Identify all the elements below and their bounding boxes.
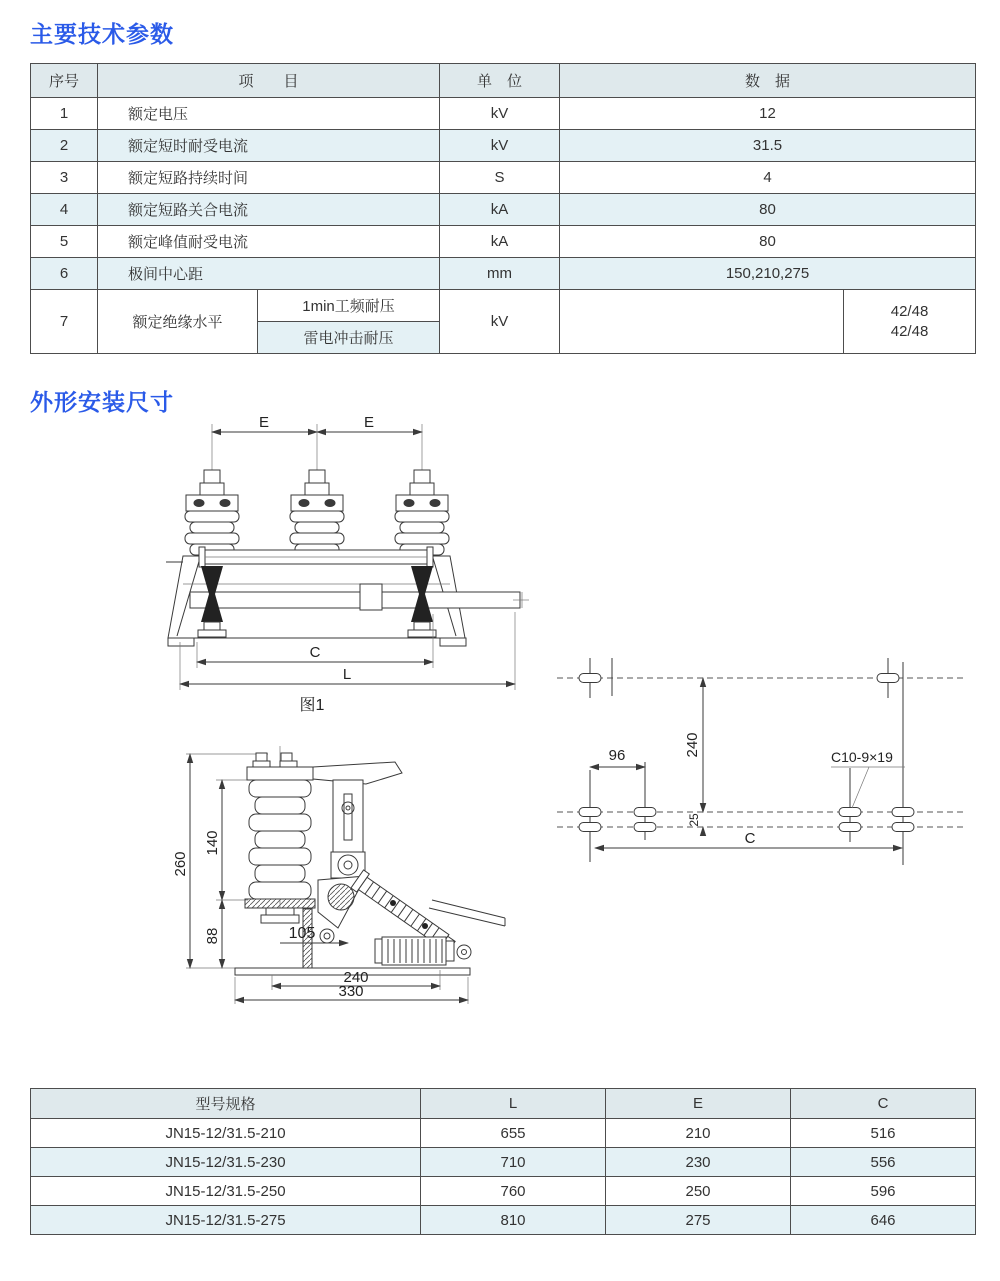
dim-label-240: 240 [684, 732, 701, 758]
model-cell: JN15-12/31.5-250 [31, 1177, 421, 1206]
l-cell: 760 [421, 1177, 606, 1206]
row-number-cell: 3 [31, 162, 98, 194]
model-cell: JN15-12/31.5-210 [31, 1119, 421, 1148]
dim-label-e: E [258, 414, 270, 431]
figure1-caption: 图1 [299, 697, 325, 714]
header-unit: 单 位 [440, 64, 560, 98]
params-table [30, 63, 976, 354]
unit-cell: kV [440, 130, 560, 162]
l-cell: 655 [421, 1119, 606, 1148]
unit-cell: kV [440, 290, 560, 354]
section-title-parameters: 主要技术参数 [30, 21, 174, 47]
data-cell: 80 [560, 226, 976, 258]
table-header-row [31, 64, 976, 98]
drive-arm [331, 780, 365, 878]
dim-label-140: 140 [204, 830, 221, 856]
dim-label-240: 240 [343, 969, 369, 986]
c-cell: 646 [791, 1206, 976, 1235]
item-cell: 极间中心距 [98, 258, 440, 290]
insulator-pole [290, 470, 344, 555]
header-no: 序号 [31, 64, 98, 98]
c-cell: 596 [791, 1177, 976, 1206]
c-cell: 556 [791, 1148, 976, 1177]
table-row [31, 98, 976, 130]
dim-label-96: 96 [608, 747, 626, 764]
e-cell: 210 [606, 1119, 791, 1148]
data-cell: 150,210,275 [560, 258, 976, 290]
table-header-row [31, 1089, 976, 1119]
l-cell: 710 [421, 1148, 606, 1177]
unit-cell: S [440, 162, 560, 194]
dim-label-105: 105 [288, 925, 316, 942]
row-number-cell: 2 [31, 130, 98, 162]
row-number-cell: 4 [31, 194, 98, 226]
table-row [31, 1148, 976, 1177]
data-cell [844, 290, 976, 354]
unit-cell: kV [440, 98, 560, 130]
c-cell: 516 [791, 1119, 976, 1148]
dim-label-l: L [342, 666, 352, 683]
row-number-cell: 5 [31, 226, 98, 258]
table-row [31, 290, 976, 322]
header-model: 型号规格 [31, 1089, 421, 1119]
header-data: 数 据 [560, 64, 976, 98]
dim-label-c: C [309, 644, 321, 661]
table-row [31, 258, 976, 290]
item-cell: 额定绝缘水平 [98, 290, 258, 354]
section-title-dimensions: 外形安装尺寸 [30, 389, 174, 415]
figure1-front-view-drawing [110, 416, 570, 716]
value-line: 42/48 [890, 302, 929, 320]
table-row [31, 1119, 976, 1148]
table-row [31, 226, 976, 258]
row-number-cell: 1 [31, 98, 98, 130]
e-cell: 275 [606, 1206, 791, 1235]
header-item: 项 目 [98, 64, 440, 98]
row-number-cell: 6 [31, 258, 98, 290]
unit-cell: kA [440, 226, 560, 258]
row-number-cell: 7 [31, 290, 98, 354]
item-cell: 额定电压 [98, 98, 440, 130]
unit-cell: kA [440, 194, 560, 226]
table-row [31, 1177, 976, 1206]
item-cell: 额定短路持续时间 [98, 162, 440, 194]
insulator-pole [185, 470, 239, 555]
header-e: E [606, 1089, 791, 1119]
l-cell: 810 [421, 1206, 606, 1235]
mounting-plan-drawing [555, 650, 975, 890]
upper-tube [199, 547, 433, 567]
data-blank-cell [560, 290, 844, 354]
dim-label-c: C [744, 830, 756, 847]
model-cell: JN15-12/31.5-230 [31, 1148, 421, 1177]
table-row [31, 130, 976, 162]
item-cell: 额定短时耐受电流 [98, 130, 440, 162]
sub-item-cell: 1min工频耐压 [258, 290, 440, 322]
model-cell: JN15-12/31.5-275 [31, 1206, 421, 1235]
models-table [30, 1088, 976, 1235]
table-row [31, 194, 976, 226]
header-c: C [791, 1089, 976, 1119]
insulator-pole [395, 470, 449, 555]
value-line: 42/48 [890, 322, 929, 340]
table-row [31, 162, 976, 194]
table-row [31, 1206, 976, 1235]
data-cell: 4 [560, 162, 976, 194]
data-cell: 12 [560, 98, 976, 130]
item-cell: 额定短路关合电流 [98, 194, 440, 226]
dim-label-e: E [363, 414, 375, 431]
data-cell: 31.5 [560, 130, 976, 162]
e-cell: 230 [606, 1148, 791, 1177]
insulator-side [245, 746, 315, 923]
hole-spec-label: C10-9×19 [831, 749, 893, 765]
dim-label-330: 330 [338, 983, 364, 1000]
sub-item-cell: 雷电冲击耐压 [258, 322, 440, 354]
unit-cell: mm [440, 258, 560, 290]
data-cell: 80 [560, 194, 976, 226]
item-cell: 额定峰值耐受电流 [98, 226, 440, 258]
e-cell: 250 [606, 1177, 791, 1206]
dim-label-260: 260 [172, 851, 189, 877]
dim-label-25: 25 [687, 813, 701, 827]
dim-label-88: 88 [204, 927, 221, 945]
side-view-drawing [160, 740, 505, 1015]
header-l: L [421, 1089, 606, 1119]
